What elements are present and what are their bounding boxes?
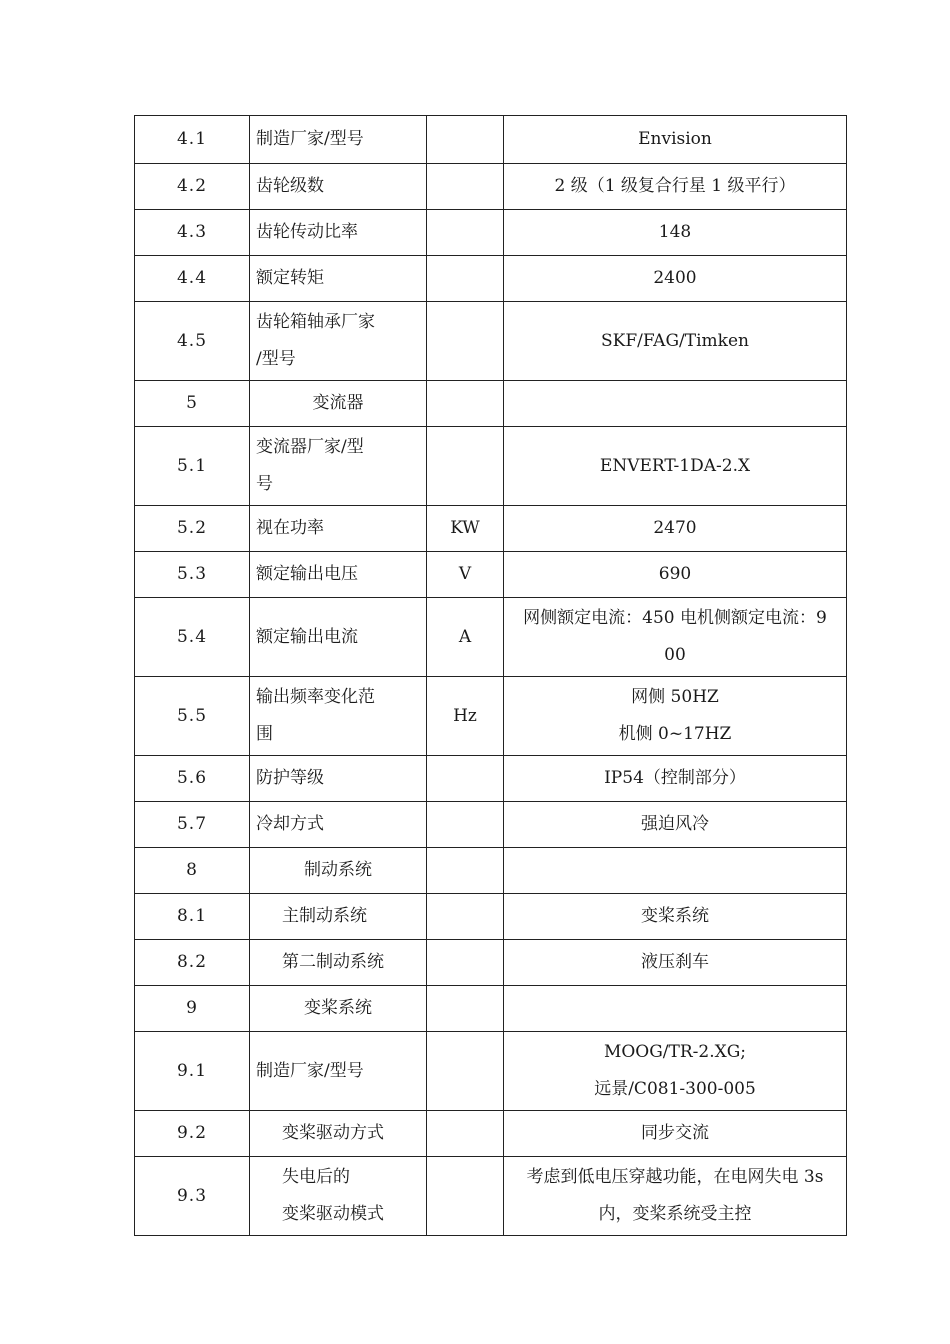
item-number-cell: 5 <box>135 381 250 427</box>
item-name-cell <box>250 381 427 427</box>
unit-cell <box>427 116 504 164</box>
value-line: Envision <box>638 129 712 149</box>
item-name-line: 主制动系统 <box>282 906 367 926</box>
item-number-cell: 8 <box>135 848 250 894</box>
unit-cell: KW <box>427 506 504 552</box>
item-number-cell: 5.4 <box>135 598 250 677</box>
item-number-cell: 5.3 <box>135 552 250 598</box>
item-name-line: 变桨系统 <box>304 998 372 1018</box>
unit-cell <box>427 164 504 210</box>
value-cell <box>504 552 847 598</box>
unit-cell: V <box>427 552 504 598</box>
item-name-line: 输出频率变化范 <box>256 687 375 707</box>
value-cell <box>504 302 847 381</box>
table-row <box>135 894 847 940</box>
table-row <box>135 427 847 506</box>
item-name-cell <box>250 210 427 256</box>
unit-cell <box>427 1157 504 1236</box>
item-name-line: 变桨驱动模式 <box>282 1204 384 1224</box>
value-line: 机侧 0~17HZ <box>618 724 732 744</box>
item-name-cell <box>250 506 427 552</box>
item-name-cell <box>250 848 427 894</box>
value-line: 内，变桨系统受主控 <box>598 1204 752 1224</box>
value-cell <box>504 210 847 256</box>
item-name-cell <box>250 940 427 986</box>
item-name-cell <box>250 1111 427 1157</box>
value-line: 2400 <box>653 268 697 288</box>
value-cell <box>504 1032 847 1111</box>
unit-cell <box>427 848 504 894</box>
item-name-cell <box>250 986 427 1032</box>
item-name-line: 视在功率 <box>256 518 324 538</box>
item-name-cell <box>250 894 427 940</box>
item-number-cell: 5.7 <box>135 802 250 848</box>
item-number-cell: 5.2 <box>135 506 250 552</box>
table-row <box>135 164 847 210</box>
item-number-cell: 8.2 <box>135 940 250 986</box>
item-name-line: 额定输出电流 <box>256 626 358 647</box>
value-line: 2470 <box>653 518 697 538</box>
item-name-line: 变流器厂家/型 <box>256 437 364 457</box>
unit-cell <box>427 756 504 802</box>
item-name-line: 变流器 <box>312 393 364 413</box>
item-number-cell: 8.1 <box>135 894 250 940</box>
item-name-cell <box>250 1032 427 1111</box>
value-line: SKF/FAG/Timken <box>601 330 749 351</box>
unit-cell <box>427 940 504 986</box>
value-cell <box>504 1111 847 1157</box>
value-cell <box>504 427 847 506</box>
item-name-cell <box>250 1157 427 1236</box>
value-line: 148 <box>658 222 692 242</box>
item-name-cell <box>250 116 427 164</box>
table-row <box>135 756 847 802</box>
value-cell <box>504 506 847 552</box>
item-name-cell <box>250 802 427 848</box>
value-cell <box>504 802 847 848</box>
table-row <box>135 802 847 848</box>
value-cell <box>504 848 847 894</box>
unit-cell <box>427 986 504 1032</box>
spec-table-body <box>135 116 847 1236</box>
value-cell <box>504 116 847 164</box>
item-number-cell: 5.6 <box>135 756 250 802</box>
value-cell <box>504 756 847 802</box>
table-row <box>135 210 847 256</box>
unit-cell <box>427 1032 504 1111</box>
item-name-line: 失电后的 <box>282 1167 350 1187</box>
value-line: MOOG/TR-2.XG; <box>603 1042 747 1062</box>
table-row <box>135 506 847 552</box>
item-name-line: 变桨驱动方式 <box>282 1123 384 1143</box>
value-cell <box>504 598 847 677</box>
table-row <box>135 598 847 677</box>
value-cell <box>504 940 847 986</box>
value-line: 2 级（1 级复合行星 1 级平行） <box>554 176 796 196</box>
value-cell <box>504 677 847 756</box>
item-name-line: 围 <box>256 724 273 744</box>
item-name-line: 制造厂家/型号 <box>256 129 364 149</box>
table-row <box>135 848 847 894</box>
item-name-line: 制动系统 <box>304 860 372 880</box>
value-line: 690 <box>658 564 692 584</box>
item-number-cell: 4.2 <box>135 164 250 210</box>
item-number-cell: 5.5 <box>135 677 250 756</box>
unit-cell <box>427 256 504 302</box>
item-name-cell <box>250 552 427 598</box>
table-row <box>135 552 847 598</box>
unit-cell <box>427 894 504 940</box>
table-row <box>135 677 847 756</box>
item-name-cell <box>250 677 427 756</box>
table-row <box>135 256 847 302</box>
value-line: ENVERT-1DA-2.X <box>599 455 751 476</box>
table-row <box>135 302 847 381</box>
item-number-cell: 4.4 <box>135 256 250 302</box>
item-name-cell <box>250 302 427 381</box>
item-name-line: 额定转矩 <box>256 268 324 288</box>
value-line: 网侧额定电流：450 电机侧额定电流：9 <box>523 608 827 628</box>
table-row <box>135 1032 847 1111</box>
value-line: 网侧 50HZ <box>631 687 719 707</box>
value-cell <box>504 1157 847 1236</box>
table-row <box>135 116 847 164</box>
table-row <box>135 940 847 986</box>
value-cell <box>504 256 847 302</box>
item-name-line: 额定输出电压 <box>256 564 358 584</box>
table-row <box>135 1157 847 1236</box>
item-number-cell: 4.5 <box>135 302 250 381</box>
item-number-cell: 9.2 <box>135 1111 250 1157</box>
table-row <box>135 986 847 1032</box>
table-row <box>135 1111 847 1157</box>
value-cell <box>504 986 847 1032</box>
value-cell <box>504 381 847 427</box>
item-name-line: 第二制动系统 <box>282 952 384 972</box>
unit-cell <box>427 381 504 427</box>
item-number-cell: 5.1 <box>135 427 250 506</box>
item-name-cell <box>250 598 427 677</box>
value-line: 强迫风冷 <box>641 814 709 834</box>
unit-cell <box>427 802 504 848</box>
item-name-line: 制造厂家/型号 <box>256 1060 364 1081</box>
item-name-line: 防护等级 <box>256 768 324 788</box>
item-name-cell <box>250 256 427 302</box>
value-line: 同步交流 <box>641 1123 709 1143</box>
item-number-cell: 9.3 <box>135 1157 250 1236</box>
item-name-line: 号 <box>256 474 273 494</box>
spec-table <box>134 115 847 1236</box>
unit-cell <box>427 427 504 506</box>
item-name-line: /型号 <box>256 349 296 369</box>
item-name-line: 冷却方式 <box>256 814 324 834</box>
value-line: 远景/C081-300-005 <box>594 1079 756 1099</box>
item-name-cell <box>250 164 427 210</box>
item-number-cell: 9 <box>135 986 250 1032</box>
unit-cell <box>427 302 504 381</box>
value-cell <box>504 894 847 940</box>
item-number-cell: 4.3 <box>135 210 250 256</box>
table-row <box>135 381 847 427</box>
item-name-line: 齿轮级数 <box>256 176 324 196</box>
unit-cell: Hz <box>427 677 504 756</box>
unit-cell <box>427 1111 504 1157</box>
item-number-cell: 4.1 <box>135 116 250 164</box>
item-name-cell <box>250 427 427 506</box>
item-name-line: 齿轮传动比率 <box>256 222 358 242</box>
unit-cell: A <box>427 598 504 677</box>
item-name-cell <box>250 756 427 802</box>
value-line: 变桨系统 <box>641 906 709 926</box>
item-name-line: 齿轮箱轴承厂家 <box>256 312 375 332</box>
value-line: IP54（控制部分） <box>604 768 746 788</box>
unit-cell <box>427 210 504 256</box>
item-number-cell: 9.1 <box>135 1032 250 1111</box>
value-cell <box>504 164 847 210</box>
value-line: 液压刹车 <box>641 952 709 972</box>
value-line: 00 <box>664 645 686 665</box>
value-line: 考虑到低电压穿越功能，在电网失电 3s <box>526 1167 824 1187</box>
